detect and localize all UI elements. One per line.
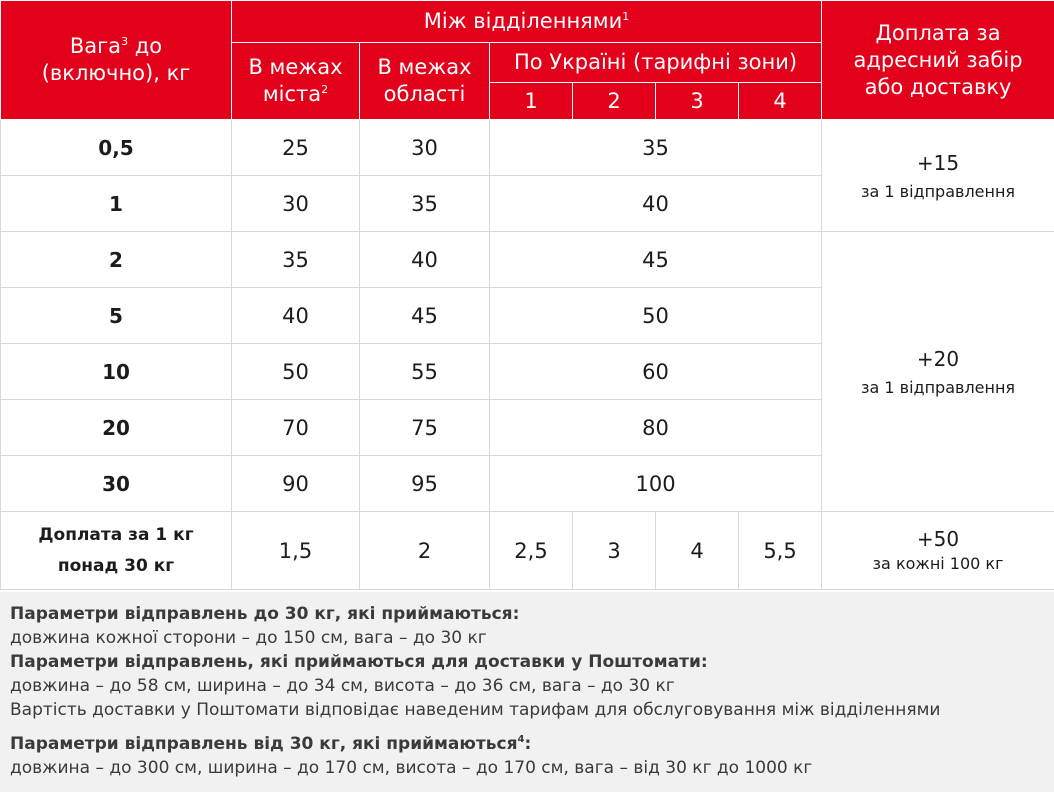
ukraine-zones-header: По Україні (тарифні зони): [490, 43, 822, 83]
city-price-cell: 40: [232, 288, 360, 344]
extra-surcharge-cell: [822, 512, 1054, 590]
ukraine-price-cell: 60: [490, 344, 822, 400]
extra-surcharge-value: +50: [916, 526, 960, 551]
city-price-cell: 70: [232, 400, 360, 456]
extra-kg-label-cell: [1, 512, 232, 590]
zone-4-header: 4: [739, 83, 822, 120]
extra-kg-row: [1, 512, 1054, 590]
parameters-notes: [0, 592, 1054, 792]
weight-title-suffix: до: [128, 34, 163, 58]
region-price-cell: 75: [360, 400, 490, 456]
ukraine-price-cell: 40: [490, 176, 822, 232]
table-header: [1, 1, 1054, 120]
city-price-cell: 90: [232, 456, 360, 512]
notes-heading-colon: :: [524, 734, 532, 754]
region-price-cell: 35: [360, 176, 490, 232]
city-footnote-mark: 2: [321, 83, 329, 96]
notes-heading-footnote-mark: 4: [517, 734, 525, 745]
extra-zone-1-cell: 2,5: [490, 512, 573, 590]
zone-3-header: 3: [656, 83, 739, 120]
weight-title-line2: (включно), кг: [41, 61, 191, 85]
surcharge-cell: [822, 232, 1054, 512]
region-title-line2: області: [383, 82, 466, 106]
weight-cell: 20: [1, 400, 232, 456]
ukraine-price-cell: 50: [490, 288, 822, 344]
notes-heading-parcel-lockers: Параметри відправлень, які приймаються для доставки у Поштомати:: [10, 652, 708, 672]
surcharge-title-line2: адресний забір: [853, 47, 1023, 72]
region-price-cell: 45: [360, 288, 490, 344]
surcharge-column-header: [822, 1, 1054, 120]
surcharge-title-line3: або доставку: [864, 74, 1012, 99]
surcharge-note: за 1 відправлення: [860, 181, 1016, 201]
ukraine-price-cell: 45: [490, 232, 822, 288]
weight-footnote-mark: 3: [121, 35, 129, 48]
surcharge-value: +20: [916, 346, 960, 371]
region-price-cell: 30: [360, 120, 490, 176]
between-title: Між відділеннями: [423, 9, 623, 33]
region-title-line1: В межах: [377, 55, 472, 79]
surcharge-value: +15: [916, 150, 960, 175]
extra-region-cell: 2: [360, 512, 490, 590]
ukraine-price-cell: 80: [490, 400, 822, 456]
weight-cell: 30: [1, 456, 232, 512]
extra-zone-3-cell: 4: [656, 512, 739, 590]
notes-text-parcel-lockers-cost: Вартість доставки у Поштомати відповідає наведеним тарифам для обслуговування між відділеннями: [10, 700, 941, 720]
extra-zone-4-cell: 5,5: [739, 512, 822, 590]
ukraine-price-cell: 100: [490, 456, 822, 512]
city-price-cell: 50: [232, 344, 360, 400]
surcharge-cell: [822, 120, 1054, 232]
notes-text-from-30kg: довжина – до 300 см, ширина – до 170 см, висота – до 170 см, вага – від 30 кг до 1000 кг: [10, 758, 813, 778]
zone-2-header: 2: [573, 83, 656, 120]
city-title-line2: міста: [262, 82, 322, 106]
notes-heading-up-to-30kg: Параметри відправлень до 30 кг, які приймаються:: [10, 604, 520, 624]
surcharge-title-line1: Доплата за: [875, 20, 1001, 45]
weight-cell: 10: [1, 344, 232, 400]
weight-cell: 1: [1, 176, 232, 232]
table-body: [1, 120, 1054, 590]
city-title-line1: В межах: [248, 55, 343, 79]
notes-text-parcel-lockers: довжина – до 58 см, ширина – до 34 см, висота – до 36 см, вага – до 30 кг: [10, 676, 675, 696]
extra-zone-2-cell: 3: [573, 512, 656, 590]
extra-kg-label-line1: Доплата за 1 кг: [38, 524, 194, 545]
city-price-cell: 30: [232, 176, 360, 232]
table-row: [1, 120, 1054, 176]
table-row: [1, 232, 1054, 288]
between-footnote-mark: 1: [622, 10, 630, 23]
notes-heading-from-30kg: [10, 732, 1054, 756]
weight-column-header: [1, 1, 232, 120]
region-price-cell: 40: [360, 232, 490, 288]
notes-text-up-to-30kg: довжина кожної сторони – до 150 см, вага – до 30 кг: [10, 628, 487, 648]
notes-heading-from-30kg-text: Параметри відправлень від 30 кг, які приймаються: [10, 734, 518, 754]
weight-cell: 0,5: [1, 120, 232, 176]
extra-surcharge-note: за кожні 100 кг: [872, 553, 1004, 573]
city-price-cell: 25: [232, 120, 360, 176]
ukraine-price-cell: 35: [490, 120, 822, 176]
city-price-cell: 35: [232, 232, 360, 288]
region-price-cell: 95: [360, 456, 490, 512]
between-branches-header: [232, 1, 822, 43]
region-column-header: [360, 43, 490, 120]
extra-kg-label-line2: понад 30 кг: [57, 555, 175, 576]
weight-title-line1: Вага: [69, 34, 122, 58]
city-column-header: [232, 43, 360, 120]
surcharge-note: за 1 відправлення: [860, 377, 1016, 397]
zone-1-header: 1: [490, 83, 573, 120]
weight-cell: 2: [1, 232, 232, 288]
region-price-cell: 55: [360, 344, 490, 400]
weight-cell: 5: [1, 288, 232, 344]
extra-city-cell: 1,5: [232, 512, 360, 590]
